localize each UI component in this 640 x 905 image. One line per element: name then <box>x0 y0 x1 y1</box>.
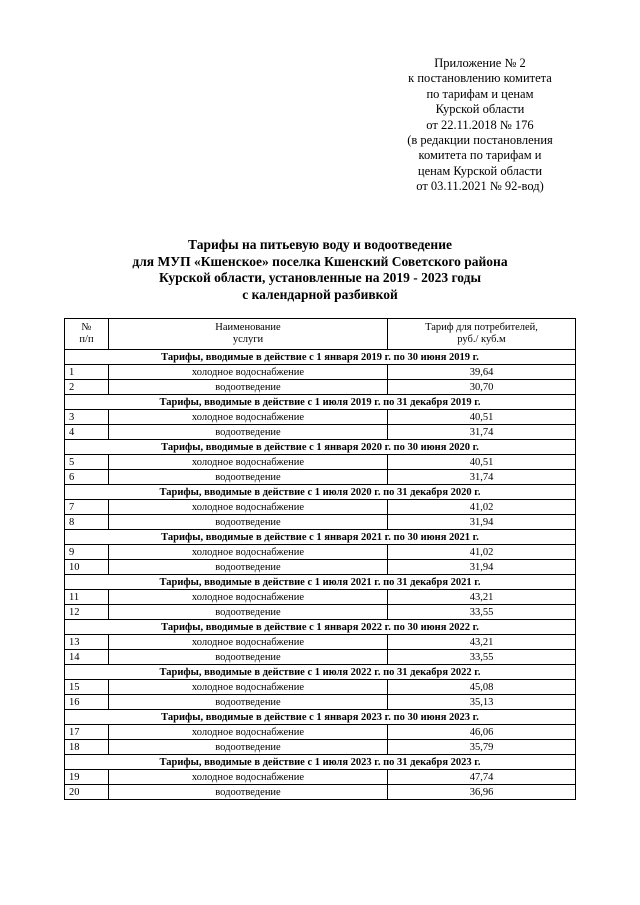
tariff-value: 35,13 <box>388 695 576 710</box>
appendix-line: к постановлению комитета <box>408 71 552 86</box>
row-number: 17 <box>65 725 109 740</box>
appendix-line: комитета по тарифам и <box>418 148 542 163</box>
row-number: 15 <box>65 680 109 695</box>
service-name: холодное водоснабжение <box>109 770 388 785</box>
table-row <box>65 605 576 620</box>
period-header-row <box>65 755 576 770</box>
service-name: водоотведение <box>109 515 388 530</box>
title-line: с календарной разбивкой <box>242 286 398 302</box>
row-number: 9 <box>65 545 109 560</box>
row-number: 18 <box>65 740 109 755</box>
appendix-line: Приложение № 2 <box>434 56 526 70</box>
title-line: Тарифы на питьевую воду и водоотведение <box>188 237 452 252</box>
row-number: 8 <box>65 515 109 530</box>
appendix-line: ценам Курской области <box>417 163 543 178</box>
period-label: Тарифы, вводимые в действие с 1 января 2023 г. по 30 июня 2023 г. <box>65 710 576 725</box>
service-name: холодное водоснабжение <box>109 410 388 425</box>
tariff-value: 41,02 <box>388 500 576 515</box>
row-number: 11 <box>65 590 109 605</box>
period-label: Тарифы, вводимые в действие с 1 января 2021 г. по 30 июня 2021 г. <box>65 530 576 545</box>
appendix-line: от 03.11.2021 № 92-вод) <box>416 179 544 194</box>
service-name: холодное водоснабжение <box>109 725 388 740</box>
tariff-value: 31,74 <box>388 470 576 485</box>
tariff-table <box>64 318 576 800</box>
table-row <box>65 785 576 800</box>
row-number: 1 <box>65 365 109 380</box>
period-header-row <box>65 530 576 545</box>
period-header-row <box>65 440 576 455</box>
header-tariff-line: Тариф для потребителей, <box>425 322 538 333</box>
tariff-value: 30,70 <box>388 380 576 395</box>
tariff-value: 45,08 <box>388 680 576 695</box>
service-name: водоотведение <box>109 380 388 395</box>
table-row <box>65 725 576 740</box>
table-row <box>65 650 576 665</box>
tariff-value: 40,51 <box>388 410 576 425</box>
row-number: 13 <box>65 635 109 650</box>
table-row <box>65 425 576 440</box>
tariff-value: 41,02 <box>388 545 576 560</box>
row-number: 14 <box>65 650 109 665</box>
row-number: 10 <box>65 560 109 575</box>
header-num-line: п/п <box>79 334 94 345</box>
period-header-row <box>65 350 576 365</box>
table-row <box>65 515 576 530</box>
tariff-value: 46,06 <box>388 725 576 740</box>
tariff-value: 31,74 <box>388 425 576 440</box>
header-service-line: услуги <box>232 334 264 345</box>
service-name: холодное водоснабжение <box>109 680 388 695</box>
tariff-value: 47,74 <box>388 770 576 785</box>
tariff-value: 40,51 <box>388 455 576 470</box>
tariff-value: 31,94 <box>388 515 576 530</box>
appendix-line: от 22.11.2018 № 176 <box>426 117 534 132</box>
tariff-value: 31,94 <box>388 560 576 575</box>
period-label: Тарифы, вводимые в действие с 1 июля 2020 г. по 31 декабря 2020 г. <box>65 485 576 500</box>
row-number: 3 <box>65 410 109 425</box>
table-row <box>65 635 576 650</box>
table-row <box>65 470 576 485</box>
header-tariff-line: руб./ куб.м <box>457 334 506 345</box>
period-label: Тарифы, вводимые в действие с 1 июля 2022 г. по 31 декабря 2022 г. <box>65 665 576 680</box>
service-name: водоотведение <box>109 650 388 665</box>
row-number: 2 <box>65 380 109 395</box>
table-row <box>65 455 576 470</box>
period-header-row <box>65 620 576 635</box>
table-row <box>65 500 576 515</box>
appendix-line: (в редакции постановления <box>407 133 553 148</box>
row-number: 4 <box>65 425 109 440</box>
service-name: холодное водоснабжение <box>109 590 388 605</box>
title-line: для МУП «Кшенское» поселка Кшенский Советского района <box>132 253 508 269</box>
table-row <box>65 770 576 785</box>
appendix-line: Курской области <box>435 102 525 117</box>
tariff-value: 33,55 <box>388 650 576 665</box>
period-label: Тарифы, вводимые в действие с 1 июля 2023 г. по 31 декабря 2023 г. <box>65 755 576 770</box>
row-number: 7 <box>65 500 109 515</box>
tariff-value: 43,21 <box>388 635 576 650</box>
row-number: 5 <box>65 455 109 470</box>
period-header-row <box>65 485 576 500</box>
title-line: Курской области, установленные на 2019 - 2023 годы <box>158 270 482 285</box>
service-name: холодное водоснабжение <box>109 500 388 515</box>
row-number: 12 <box>65 605 109 620</box>
tariff-value: 33,55 <box>388 605 576 620</box>
table-row <box>65 680 576 695</box>
header-num-line: № <box>81 322 92 333</box>
row-number: 6 <box>65 470 109 485</box>
service-name: холодное водоснабжение <box>109 365 388 380</box>
period-label: Тарифы, вводимые в действие с 1 июля 2021 г. по 31 декабря 2021 г. <box>65 575 576 590</box>
period-label: Тарифы, вводимые в действие с 1 июля 2019 г. по 31 декабря 2019 г. <box>65 395 576 410</box>
service-name: водоотведение <box>109 785 388 800</box>
table-row <box>65 560 576 575</box>
service-name: водоотведение <box>109 425 388 440</box>
period-label: Тарифы, вводимые в действие с 1 января 2019 г. по 30 июня 2019 г. <box>65 350 576 365</box>
table-row <box>65 365 576 380</box>
row-number: 19 <box>65 770 109 785</box>
service-name: водоотведение <box>109 695 388 710</box>
table-row <box>65 410 576 425</box>
period-header-row <box>65 665 576 680</box>
tariff-value: 35,79 <box>388 740 576 755</box>
service-name: водоотведение <box>109 560 388 575</box>
service-name: холодное водоснабжение <box>109 545 388 560</box>
appendix-note <box>396 56 564 195</box>
table-header-row <box>65 319 576 350</box>
service-name: холодное водоснабжение <box>109 455 388 470</box>
period-header-row <box>65 575 576 590</box>
header-service <box>109 319 388 350</box>
tariff-value: 36,96 <box>388 785 576 800</box>
table-row <box>65 545 576 560</box>
table-row <box>65 740 576 755</box>
tariff-value: 39,64 <box>388 365 576 380</box>
period-label: Тарифы, вводимые в действие с 1 января 2020 г. по 30 июня 2020 г. <box>65 440 576 455</box>
tariff-value: 43,21 <box>388 590 576 605</box>
period-header-row <box>65 395 576 410</box>
period-label: Тарифы, вводимые в действие с 1 января 2022 г. по 30 июня 2022 г. <box>65 620 576 635</box>
service-name: водоотведение <box>109 740 388 755</box>
table-row <box>65 695 576 710</box>
table-row <box>65 590 576 605</box>
service-name: водоотведение <box>109 605 388 620</box>
table-row <box>65 380 576 395</box>
row-number: 20 <box>65 785 109 800</box>
service-name: водоотведение <box>109 470 388 485</box>
header-tariff <box>388 319 576 350</box>
document-title <box>60 237 580 303</box>
row-number: 16 <box>65 695 109 710</box>
period-header-row <box>65 710 576 725</box>
service-name: холодное водоснабжение <box>109 635 388 650</box>
appendix-line: по тарифам и ценам <box>426 86 534 101</box>
header-num <box>65 319 109 350</box>
header-service-line: Наименование <box>215 322 281 333</box>
